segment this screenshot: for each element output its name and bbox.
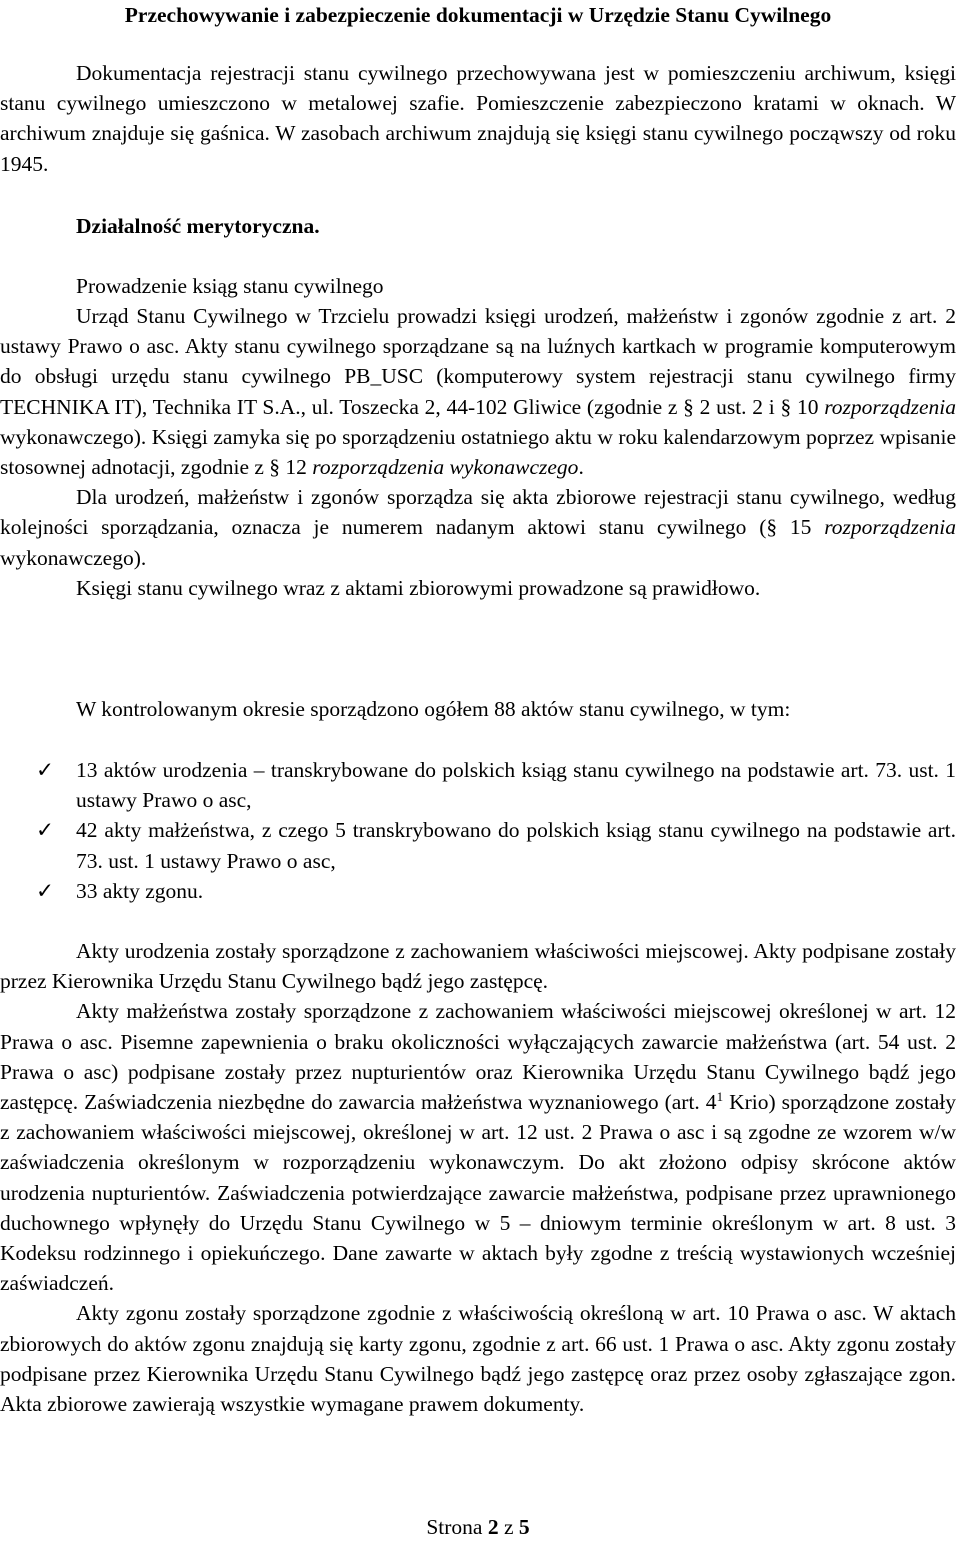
registry-section (0, 301, 956, 603)
collective-text-2: wykonawczego). (0, 545, 147, 570)
list-item-text: 42 akty małżeństwa, z czego 5 transkrybowano do polskich ksiąg stanu cywilnego na podstawie art. 73. ust. 1 ustawy Prawo o asc, (76, 818, 956, 873)
footer-page-number: 2 (487, 1515, 499, 1539)
registry-italic-2: rozporządzenia wykonawczego (312, 455, 579, 480)
registry-text-1: Urząd Stanu Cywilnego w Trzcielu prowadzi księgi urodzeń, małżeństw i zgonów zgodnie z art. 2 ustawy Prawo o asc. Akty stanu cywilnego sporządzane są na luźnych kartkach w programie komputerowym do obsługi urzędu stanu cywilnego PB_USC (komputerowy system rejestracji stanu cywilnego firmy TECHNIKA IT), Technika IT S.A., ul. Toszecka 2, 44-102 Gliwice (zgodnie z § 2 ust. 2 i § 10 (0, 304, 956, 419)
marriage-text-2: Krio) sporządzone zostały z zachowaniem właściwości miejscowej, określonej w art. 12 ust. 2 Prawa o asc i są zgodne ze wzorem w/w zaświadczenia określonym w rozporządzeniu wykonawczym. Do akt złożono odpisy skrócone aktów urodzenia nupturientów. Zaświadczenia potwierdzające zawarcie małżeństwa, podpisane przez uprawnionego duchownego wpłynęły do Urzędu Stanu Cywilnego w 5 – dniowym terminie określonym w art. 8 ust. 3 Kodeksu rodzinnego i opiekuńczego. Dane zawarte w aktach były zgodne z treścią wystawionych wcześniej zaświadczeń. (0, 1090, 956, 1296)
list-item-text: 33 akty zgonu. (76, 878, 204, 903)
registry-italic-1: rozporządzenia (824, 394, 956, 419)
page-footer (0, 1512, 956, 1542)
list-item (0, 755, 956, 815)
archive-paragraph: Dokumentacja rejestracji stanu cywilnego przechowywana jest w pomieszczeniu archiwum, księgi stanu cywilnego umieszczono w metalowej szafie. Pomieszczenie zabezpieczono kratami w oknach. W archiwum znajduje się gaśnica. W zasobach archiwum znajdują się księgi stanu cywilnego począwszy od roku 1945. (0, 61, 956, 176)
books-correct-paragraph: Księgi stanu cywilnego wraz z aktami zbiorowymi prowadzone są prawidłowo. (76, 575, 761, 600)
footer-label: Strona (426, 1515, 483, 1539)
collective-italic: rozporządzenia (824, 515, 956, 540)
section-heading: Działalność merytoryczna. (76, 214, 320, 238)
registry-text-2: wykonawczego). Księgi zamyka się po sporządzeniu ostatniego aktu w roku kalendarzowym poprzez wpisanie stosownej adnotacji, zgodnie z § 12 (0, 424, 956, 480)
list-item (0, 876, 956, 906)
registry-text-3: . (578, 455, 584, 480)
list-item (0, 815, 956, 875)
collective-records-paragraph (0, 482, 956, 573)
footer-of: z (503, 1515, 514, 1539)
checkmark-icon: ✓ (36, 818, 55, 843)
acts-checklist (0, 755, 956, 906)
marriage-text-1: Akty małżeństwa zostały sporządzone z zachowaniem właściwości miejscowej określonej w art. 12 Prawa o asc. Pisemne zapewnienia o braku okoliczności wyłączających zawarcie małżeństwa (art. 54 ust. 2 Prawa o asc) podpisane zostały przez nupturientów oraz Kierownika Urzędu Stanu Cywilnego bądź jego zastępcę. Zaświadczenia niezbędne do zawarcia małżeństwa wyznaniowego (art. 4 (0, 999, 956, 1115)
death-acts-paragraph: Akty zgonu zostały sporządzone zgodnie z właściwością określoną w art. 10 Prawa o asc. W aktach zbiorowych do aktów zgonu znajdują się karty zgonu, zgodnie z art. 66 ust. 1 Prawa o asc. Akty zgonu zostały podpisane przez Kierownika Urzędu Stanu Cywilnego bądź jego zastępcę oraz przez osoby zgłaszające zgon. Akta zbiorowe zawierają wszystkie wymagane prawem dokumenty. (0, 1301, 956, 1417)
acts-count-paragraph: W kontrolowanym okresie sporządzono ogółem 88 aktów stanu cywilnego, w tym: (76, 697, 791, 721)
acts-details-section (0, 936, 956, 1419)
footer-total-pages: 5 (518, 1515, 530, 1539)
checkmark-icon: ✓ (36, 758, 55, 782)
subheading: Prowadzenie ksiąg stanu cywilnego (76, 274, 384, 298)
page-title: Przechowywanie i zabezpieczenie dokumentacji w Urzędzie Stanu Cywilnego (124, 3, 832, 27)
collective-text-1: Dla urodzeń, małżeństw i zgonów sporządza się akta zbiorowe rejestracji stanu cywilnego, według kolejności sporządzania, oznacza je numerem nadanym aktowi stanu cywilnego (§ 15 (0, 485, 956, 540)
superscript: 1 (716, 1088, 724, 1104)
marriage-acts-paragraph (0, 996, 956, 1298)
registry-paragraph (0, 301, 956, 482)
list-item-text: 13 aktów urodzenia – transkrybowane do polskich ksiąg stanu cywilnego na podstawie art. 73. ust. 1 ustawy Prawo o asc, (76, 758, 956, 813)
checkmark-icon: ✓ (36, 878, 55, 903)
birth-acts-paragraph: Akty urodzenia zostały sporządzone z zachowaniem właściwości miejscowej. Akty podpisane zostały przez Kierownika Urzędu Stanu Cywilnego bądź jego zastępcę. (0, 939, 956, 994)
